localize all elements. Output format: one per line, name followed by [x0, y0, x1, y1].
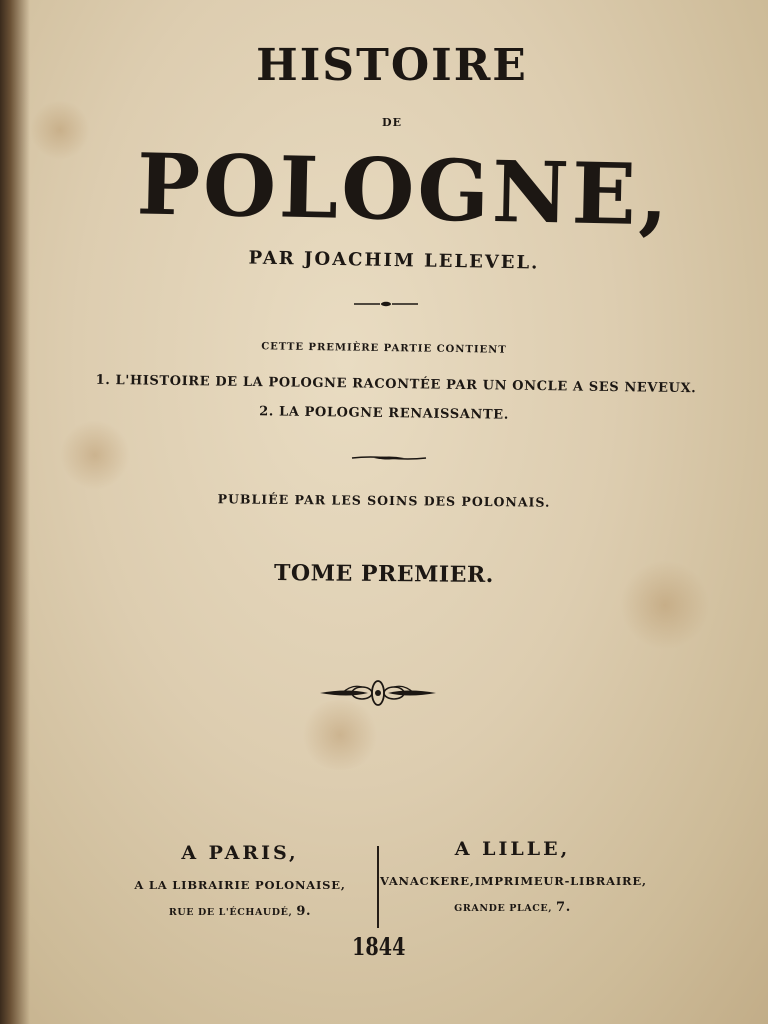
author-line: PAR JOACHIM LELEVEL.: [248, 247, 540, 274]
paper-stain: [300, 700, 380, 770]
publication-year: 1844: [352, 932, 406, 961]
paper-stain: [60, 420, 130, 490]
imprint-divider: [377, 846, 379, 928]
imprint-paris: [115, 842, 365, 919]
fleuron-ornament: [318, 676, 438, 710]
contents-item: 1. L'HISTOIRE DE LA POLOGNE RACONTÉE PAR UN ONCLE A SES NEVEUX.: [95, 372, 697, 397]
small-rule-ornament: [352, 300, 420, 308]
mid-rule-ornament: [350, 454, 428, 462]
imprint-number: 7.: [556, 900, 571, 915]
title-line-2: POLOGNE,: [135, 134, 673, 245]
imprint-lille: [380, 838, 645, 915]
imprint-city: A PARIS,: [181, 842, 299, 864]
imprint-address: GRANDE PLACE,: [454, 903, 553, 914]
title-connector: DE: [382, 116, 402, 129]
imprint-publisher: A LA LIBRAIRIE POLONAISE,: [134, 878, 346, 892]
title-line-1: HISTOIRE: [256, 40, 528, 91]
imprint-address: RUE DE L'ÉCHAUDÉ,: [168, 907, 293, 918]
imprint-address-line: [115, 904, 365, 919]
imprint-city: A LILLE,: [454, 838, 571, 860]
contents-item: 2. LA POLOGNE RENAISSANTE.: [259, 404, 509, 423]
contents-intro: CETTE PREMIÈRE PARTIE CONTIENT: [261, 341, 507, 356]
imprint-publisher: VANACKERE,IMPRIMEUR-LIBRAIRE,: [380, 874, 647, 888]
imprint-number: 9.: [296, 904, 312, 919]
published-by-line: PUBLIÉE PAR LES SOINS DES POLONAIS.: [217, 491, 551, 510]
volume-label: TOME PREMIER.: [274, 560, 494, 588]
imprint-address-line: [380, 900, 645, 915]
